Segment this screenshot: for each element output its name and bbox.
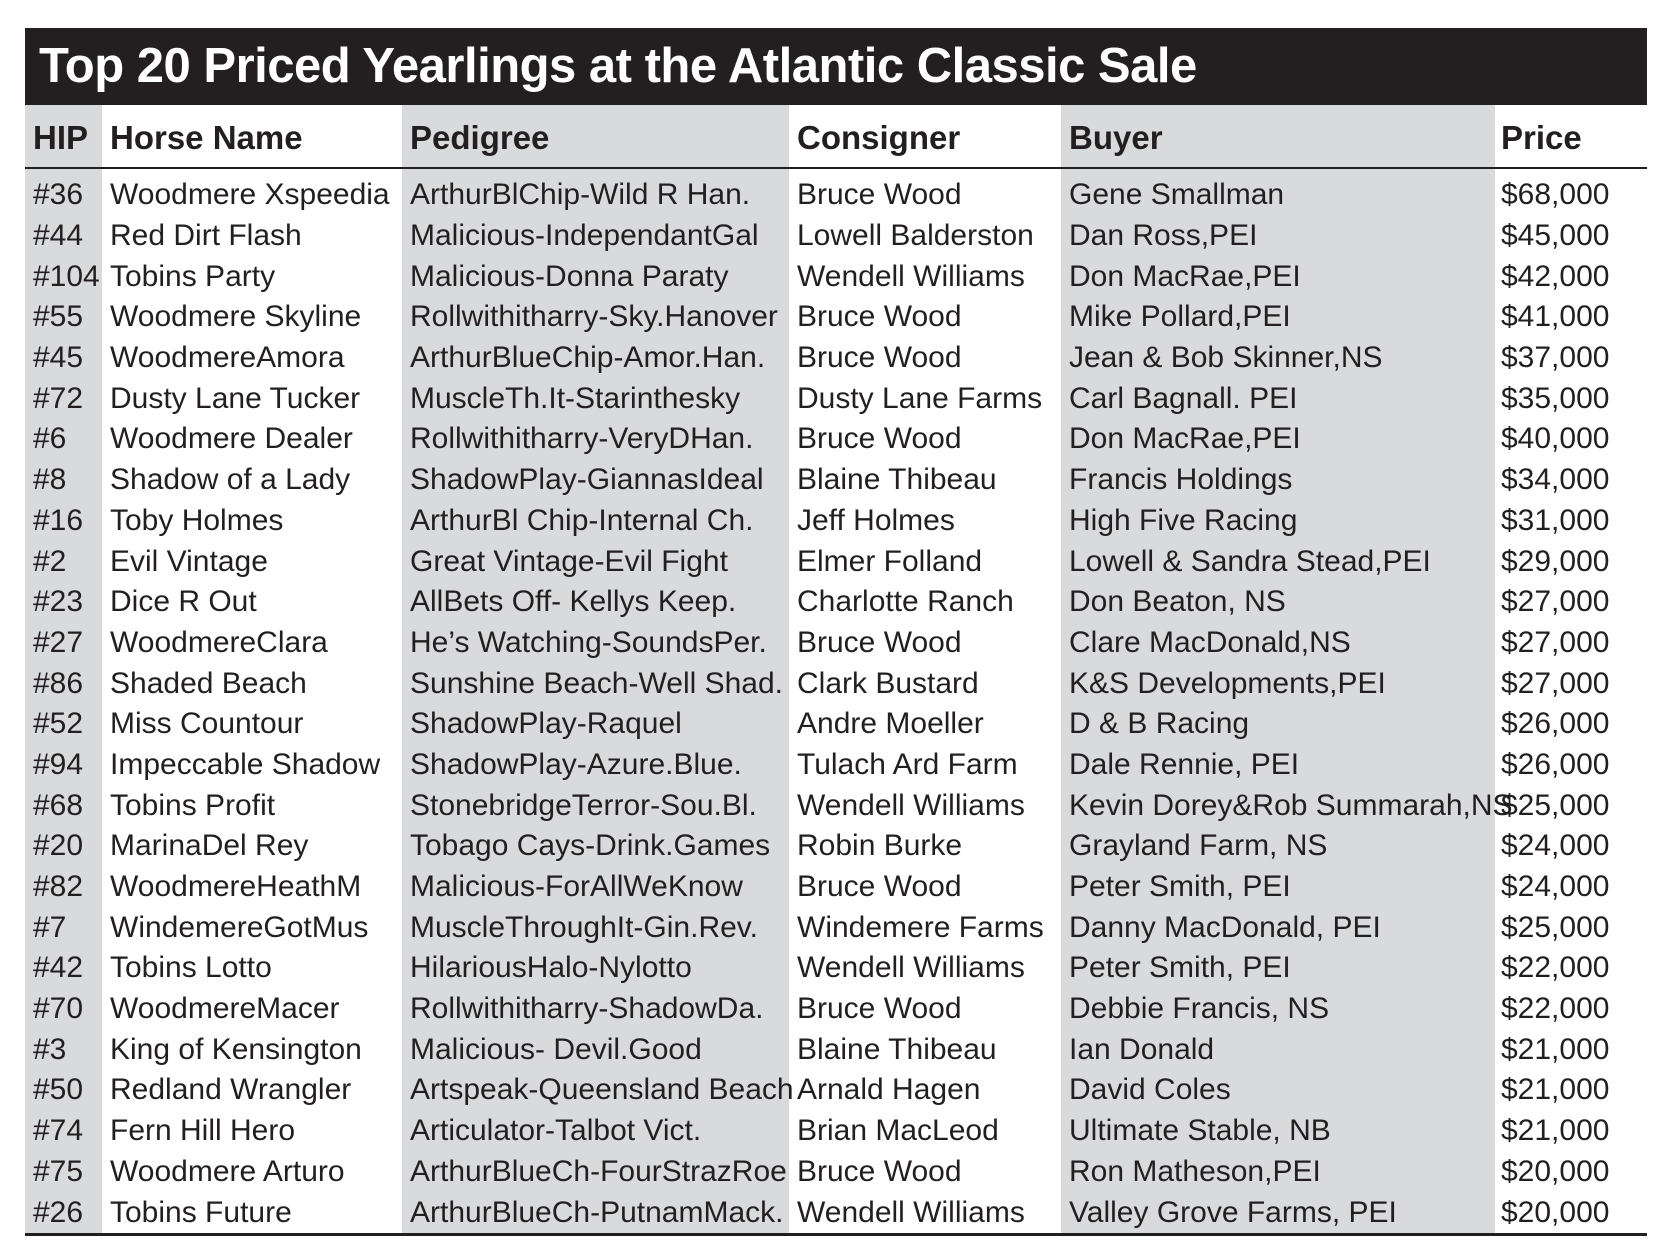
cell-consigner: Bruce Wood [797, 178, 962, 212]
cell-pedigree: ArthurBlueCh-PutnamMack. [402, 1192, 789, 1234]
cell-hip: #72 [25, 378, 102, 419]
cell-buyer: Don Beaton, NS [1061, 582, 1495, 623]
cell-hip: #55 [25, 297, 102, 338]
table-row [25, 785, 1647, 826]
cell-buyer: Kevin Dorey&Rob Summarah,NS [1061, 785, 1495, 826]
cell-horse-name: WoodmereMacer [110, 992, 340, 1026]
table-row [25, 948, 1647, 989]
cell-horse-name: Woodmere Skyline [110, 300, 362, 334]
cell-buyer: Ian Donald [1061, 1029, 1495, 1070]
cell-horse-name: Shaded Beach [110, 666, 307, 700]
cell-pedigree: ShadowPlay-GiannasIdeal [402, 460, 789, 501]
cell-consigner: Blaine Thibeau [797, 463, 997, 497]
cell-pedigree: ArthurBlChip-Wild R Han. [402, 168, 789, 216]
cell-price: $20,000 [1501, 1154, 1610, 1188]
cell-pedigree: ShadowPlay-Raquel [402, 704, 789, 745]
cell-hip: #23 [25, 582, 102, 623]
cell-price: $27,000 [1501, 585, 1610, 619]
cell-price: $68,000 [1501, 178, 1610, 212]
cell-horse-name: Tobins Profit [110, 788, 276, 822]
cell-price: $35,000 [1501, 381, 1610, 415]
cell-pedigree: MuscleThroughIt-Gin.Rev. [402, 907, 789, 948]
cell-horse-name: MarinaDel Rey [110, 829, 309, 863]
cell-buyer: Dan Ross,PEI [1061, 216, 1495, 257]
table-row [25, 168, 1647, 216]
cell-hip: #16 [25, 501, 102, 542]
cell-buyer: Debbie Francis, NS [1061, 989, 1495, 1030]
cell-pedigree: Rollwithitharry-Sky.Hanover [402, 297, 789, 338]
cell-horse-name: Evil Vintage [110, 544, 268, 578]
cell-hip: #36 [25, 168, 102, 216]
cell-pedigree: Artspeak-Queensland Beach [402, 1070, 789, 1111]
cell-price: $20,000 [1495, 1192, 1647, 1234]
cell-hip: #20 [25, 826, 102, 867]
cell-horse-name: Dice R Out [110, 585, 257, 619]
cell-hip: #27 [25, 623, 102, 664]
cell-hip: #68 [25, 785, 102, 826]
cell-horse-name: Fern Hill Hero [110, 1114, 296, 1148]
cell-price: $24,000 [1501, 870, 1610, 904]
cell-price: $21,000 [1501, 1114, 1610, 1148]
cell-price: $21,000 [1501, 1073, 1610, 1107]
header-consigner: Consigner [789, 105, 1061, 168]
header-pedigree: Pedigree [402, 105, 789, 168]
cell-consigner: Wendell Williams [797, 259, 1025, 293]
cell-buyer: Lowell & Sandra Stead,PEI [1061, 541, 1495, 582]
yearlings-table-panel [25, 28, 1647, 1236]
cell-price: $25,000 [1501, 910, 1610, 944]
cell-hip: #82 [25, 867, 102, 908]
cell-price: $40,000 [1501, 422, 1610, 456]
cell-consigner: Clark Bustard [797, 666, 979, 700]
cell-consigner: Bruce Wood [797, 1154, 962, 1188]
cell-consigner: Dusty Lane Farms [797, 381, 1043, 415]
cell-horse-name: Toby Holmes [110, 503, 284, 537]
cell-horse-name: Woodmere Xspeedia [110, 178, 390, 212]
cell-hip: #70 [25, 989, 102, 1030]
table-row [25, 907, 1647, 948]
cell-buyer: D & B Racing [1061, 704, 1495, 745]
cell-hip: #86 [25, 663, 102, 704]
cell-pedigree: He’s Watching-SoundsPer. [402, 623, 789, 664]
cell-pedigree: Rollwithitharry-ShadowDa. [402, 989, 789, 1030]
cell-pedigree: ArthurBl Chip-Internal Ch. [402, 501, 789, 542]
cell-hip: #6 [25, 419, 102, 460]
cell-hip: #74 [25, 1111, 102, 1152]
cell-price: $24,000 [1501, 829, 1610, 863]
header-row [25, 105, 1647, 168]
table-title: Top 20 Priced Yearlings at the Atlantic Classic Sale [25, 28, 1647, 105]
table-row [25, 419, 1647, 460]
cell-horse-name: Shadow of a Lady [110, 463, 351, 497]
table-row [25, 704, 1647, 745]
table-row [25, 663, 1647, 704]
cell-hip: #75 [25, 1152, 102, 1193]
table-row [25, 1152, 1647, 1193]
table-row [25, 338, 1647, 379]
table-row [25, 378, 1647, 419]
cell-consigner: Bruce Wood [797, 341, 962, 375]
cell-consigner: Bruce Wood [797, 422, 962, 456]
cell-buyer: Danny MacDonald, PEI [1061, 907, 1495, 948]
cell-buyer: Gene Smallman [1061, 168, 1495, 216]
cell-buyer: Ron Matheson,PEI [1061, 1152, 1495, 1193]
cell-pedigree: HilariousHalo-Nylotto [402, 948, 789, 989]
cell-buyer: Jean & Bob Skinner,NS [1061, 338, 1495, 379]
cell-horse-name: WindemereGotMus [110, 910, 369, 944]
cell-hip: #42 [25, 948, 102, 989]
cell-pedigree: Tobago Cays-Drink.Games [402, 826, 789, 867]
cell-consigner: Bruce Wood [797, 625, 962, 659]
table-row [25, 989, 1647, 1030]
cell-horse-name: Dusty Lane Tucker [110, 381, 361, 415]
header-horse-name: Horse Name [102, 105, 402, 168]
cell-horse-name: Redland Wrangler [110, 1073, 352, 1107]
cell-consigner: Arnald Hagen [797, 1073, 981, 1107]
cell-pedigree: Great Vintage-Evil Fight [402, 541, 789, 582]
cell-consigner: Blaine Thibeau [797, 1032, 997, 1066]
header-price: Price [1495, 105, 1647, 168]
cell-buyer: Mike Pollard,PEI [1061, 297, 1495, 338]
cell-price: $45,000 [1501, 219, 1610, 253]
table-row [25, 501, 1647, 542]
cell-horse-name: Woodmere Arturo [110, 1154, 345, 1188]
cell-hip: #7 [25, 907, 102, 948]
cell-consigner: Jeff Holmes [797, 503, 955, 537]
cell-hip: #2 [25, 541, 102, 582]
header-buyer: Buyer [1061, 105, 1495, 168]
table-row [25, 1029, 1647, 1070]
cell-pedigree: Malicious-ForAllWeKnow [402, 867, 789, 908]
table-row [25, 867, 1647, 908]
cell-buyer: Peter Smith, PEI [1061, 948, 1495, 989]
cell-pedigree: StonebridgeTerror-Sou.Bl. [402, 785, 789, 826]
cell-consigner: Robin Burke [797, 829, 963, 863]
cell-consigner: Windemere Farms [797, 910, 1044, 944]
cell-pedigree: Malicious-IndependantGal [402, 216, 789, 257]
cell-consigner: Bruce Wood [797, 992, 962, 1026]
cell-buyer: Peter Smith, PEI [1061, 867, 1495, 908]
cell-buyer: K&S Developments,PEI [1061, 663, 1495, 704]
cell-horse-name: Red Dirt Flash [110, 219, 302, 253]
cell-price: $27,000 [1501, 625, 1610, 659]
cell-consigner: Andre Moeller [797, 707, 984, 741]
cell-horse-name: Miss Countour [110, 707, 304, 741]
cell-pedigree: ShadowPlay-Azure.Blue. [402, 745, 789, 786]
table-row [25, 297, 1647, 338]
cell-consigner: Bruce Wood [797, 300, 962, 334]
cell-hip: #26 [25, 1192, 102, 1234]
cell-buyer: Dale Rennie, PEI [1061, 745, 1495, 786]
cell-price: $26,000 [1501, 747, 1610, 781]
cell-buyer: Valley Grove Farms, PEI [1061, 1192, 1495, 1234]
cell-horse-name: WoodmereAmora [110, 341, 345, 375]
cell-hip: #45 [25, 338, 102, 379]
cell-horse-name: Impeccable Shadow [110, 747, 381, 781]
table-row [25, 582, 1647, 623]
cell-consigner: Wendell Williams [797, 951, 1025, 985]
cell-horse-name: Woodmere Dealer [110, 422, 353, 456]
table-row [25, 541, 1647, 582]
cell-buyer: Don MacRae,PEI [1061, 419, 1495, 460]
cell-buyer: Francis Holdings [1061, 460, 1495, 501]
cell-pedigree: Sunshine Beach-Well Shad. [402, 663, 789, 704]
cell-price: $21,000 [1501, 1032, 1610, 1066]
cell-horse-name: WoodmereClara [110, 625, 328, 659]
cell-hip: #52 [25, 704, 102, 745]
cell-consigner: Brian MacLeod [797, 1114, 999, 1148]
cell-price: $22,000 [1501, 992, 1610, 1026]
cell-pedigree: Malicious- Devil.Good [402, 1029, 789, 1070]
table-row [25, 1070, 1647, 1111]
cell-hip: #50 [25, 1070, 102, 1111]
cell-consigner: Tulach Ard Farm [797, 747, 1018, 781]
header-hip: HIP [25, 105, 102, 168]
cell-pedigree: MuscleTh.It-Starinthesky [402, 378, 789, 419]
cell-buyer: Ultimate Stable, NB [1061, 1111, 1495, 1152]
cell-pedigree: Rollwithitharry-VeryDHan. [402, 419, 789, 460]
cell-hip: #104 [25, 256, 102, 297]
cell-horse-name: Tobins Lotto [110, 951, 272, 985]
cell-hip: #94 [25, 745, 102, 786]
table-row [25, 826, 1647, 867]
cell-price: $25,000 [1501, 788, 1610, 822]
cell-consigner: Charlotte Ranch [797, 585, 1014, 619]
table-row [25, 1111, 1647, 1152]
cell-hip: #44 [25, 216, 102, 257]
yearlings-table [25, 105, 1647, 1236]
table-row [25, 256, 1647, 297]
cell-pedigree: Articulator-Talbot Vict. [402, 1111, 789, 1152]
table-body [25, 168, 1647, 1234]
table-row [25, 623, 1647, 664]
cell-price: $42,000 [1501, 259, 1610, 293]
cell-hip: #3 [25, 1029, 102, 1070]
cell-horse-name: WoodmereHeathM [110, 870, 362, 904]
cell-consigner: Wendell Williams [797, 788, 1025, 822]
cell-price: $26,000 [1501, 707, 1610, 741]
cell-consigner: Bruce Wood [797, 870, 962, 904]
cell-consigner: Wendell Williams [789, 1192, 1061, 1234]
cell-horse-name: King of Kensington [110, 1032, 362, 1066]
cell-price: $22,000 [1501, 951, 1610, 985]
cell-pedigree: Malicious-Donna Paraty [402, 256, 789, 297]
cell-buyer: Carl Bagnall. PEI [1061, 378, 1495, 419]
cell-horse-name: Tobins Party [110, 259, 276, 293]
cell-horse-name: Tobins Future [102, 1192, 402, 1234]
cell-buyer: High Five Racing [1061, 501, 1495, 542]
table-row [25, 216, 1647, 257]
cell-price: $27,000 [1501, 666, 1610, 700]
cell-buyer: Don MacRae,PEI [1061, 256, 1495, 297]
cell-hip: #8 [25, 460, 102, 501]
cell-pedigree: AllBets Off- Kellys Keep. [402, 582, 789, 623]
table-row [25, 1192, 1647, 1234]
cell-buyer: David Coles [1061, 1070, 1495, 1111]
cell-consigner: Elmer Folland [797, 544, 983, 578]
cell-buyer: Grayland Farm, NS [1061, 826, 1495, 867]
cell-price: $34,000 [1501, 463, 1610, 497]
cell-consigner: Lowell Balderston [797, 219, 1034, 253]
cell-price: $31,000 [1501, 503, 1610, 537]
cell-price: $41,000 [1501, 300, 1610, 334]
cell-pedigree: ArthurBlueChip-Amor.Han. [402, 338, 789, 379]
cell-price: $29,000 [1501, 544, 1610, 578]
table-row [25, 745, 1647, 786]
table-row [25, 460, 1647, 501]
cell-pedigree: ArthurBlueCh-FourStrazRoe [402, 1152, 789, 1193]
cell-price: $37,000 [1501, 341, 1610, 375]
cell-buyer: Clare MacDonald,NS [1061, 623, 1495, 664]
